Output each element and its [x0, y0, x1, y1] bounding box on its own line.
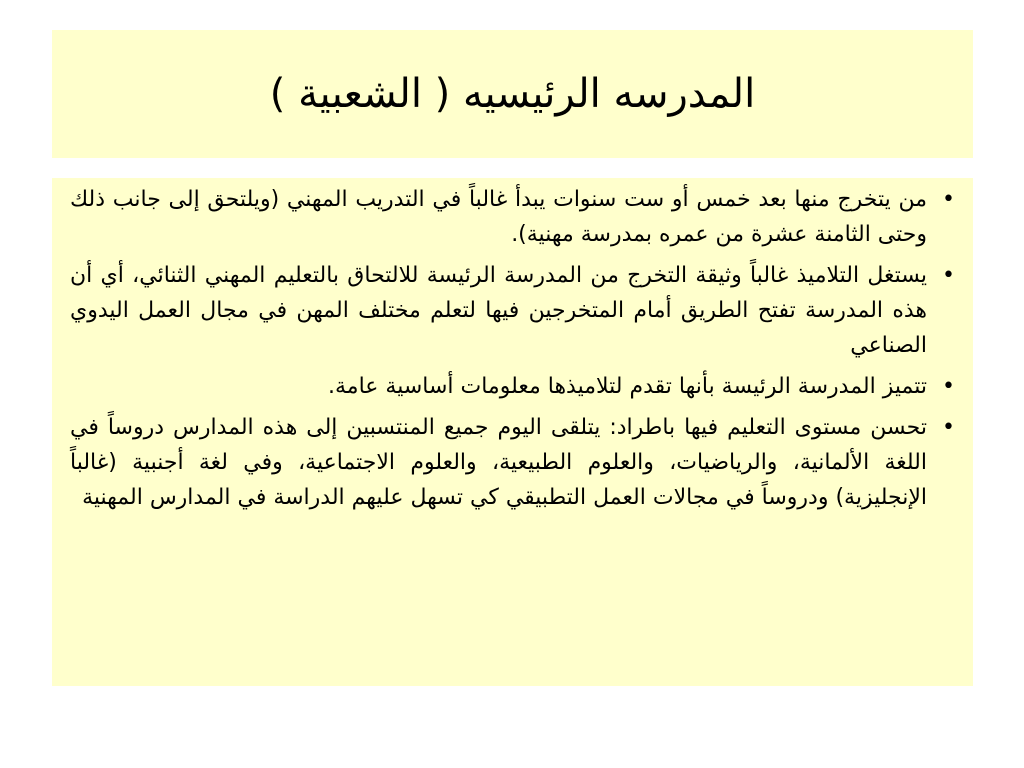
- slide-title: المدرسه الرئيسيه ( الشعبية ): [269, 71, 756, 117]
- bullet-icon: •: [942, 374, 955, 399]
- content-box: [52, 178, 973, 686]
- bullet-icon: •: [942, 187, 955, 212]
- bullet-icon: •: [942, 263, 955, 288]
- bullet-text: من يتخرج منها بعد خمس أو ست سنوات يبدأ غالباً في التدريب المهني (ويلتحق إلى جانب ذلك وحتى الثامنة عشرة من عمره بمدرسة مهنية).: [70, 187, 927, 247]
- bullet-item-3: [70, 369, 955, 404]
- bullet-item-1: [70, 182, 955, 252]
- bullet-list: [70, 182, 955, 515]
- bullet-item-4: [70, 410, 955, 515]
- bullet-text: تحسن مستوى التعليم فيها باطراد: يتلقى اليوم جميع المنتسبين إلى هذه المدارس دروساً في اللغة الألمانية، والرياضيات، والعلوم الطبيعية، والعلوم الاجتماعية، وفي لغة أجنبية (غالباً الإنجليزية) ودروساً في مجالات العمل التطبيقي كي تسهل عليهم الدراسة في المدارس المهنية: [70, 415, 927, 510]
- bullet-icon: •: [942, 415, 955, 440]
- bullet-text: يستغل التلاميذ غالباً وثيقة التخرج من المدرسة الرئيسة للالتحاق بالتعليم المهني الثنائي، أي أن هذه المدرسة تفتح الطريق أمام المتخرجين فيها لتعلم مختلف المهن في مجال العمل اليدوي الصناعي: [70, 263, 927, 358]
- title-box: [52, 30, 973, 158]
- bullet-item-2: [70, 258, 955, 363]
- bullet-text: تتميز المدرسة الرئيسة بأنها تقدم لتلاميذها معلومات أساسية عامة.: [328, 374, 927, 399]
